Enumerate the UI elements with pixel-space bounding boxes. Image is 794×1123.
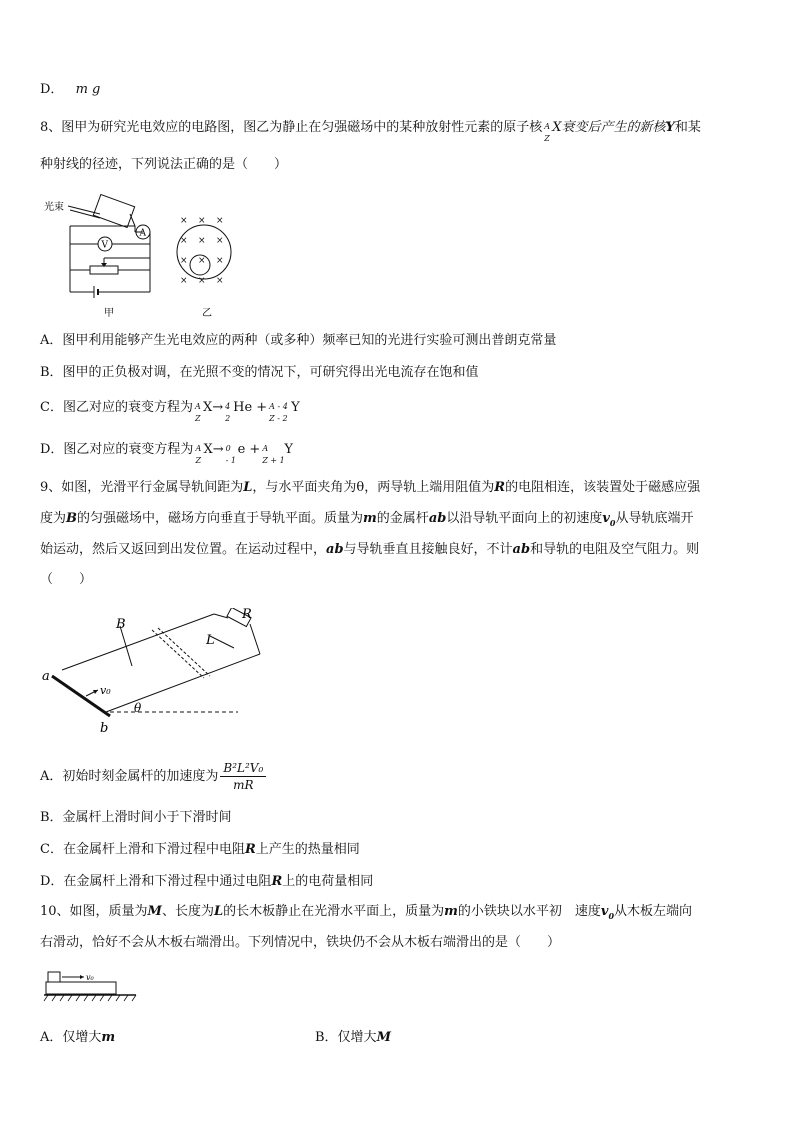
nuclide-e: 0 - 1 [225, 443, 236, 465]
q10-stem-line1 [40, 902, 692, 926]
svg-text:×: × [216, 236, 224, 246]
q9-option-d-text: 上的电荷量相同 [282, 874, 374, 889]
q10-option-a [40, 1028, 115, 1048]
theta-label: θ [134, 701, 142, 715]
q8-figure [40, 192, 240, 322]
q10-var: m [444, 904, 458, 919]
q9-figure [38, 608, 268, 738]
beam-label: 光束 [44, 202, 64, 213]
q9-option-c-text: C．在金属杆上滑和下滑过程中电阻 [40, 842, 245, 857]
nuclide-y: A Z + 1 [262, 443, 285, 465]
rail-upper [62, 614, 214, 670]
option-label: D． [40, 82, 64, 97]
svg-text:×: × [180, 216, 188, 226]
q10-figure [40, 968, 140, 1008]
q9-stem-line3 [40, 540, 699, 560]
q9-option-d [40, 872, 373, 892]
v0-label: v₀ [100, 684, 111, 697]
q8-option-c-y: Y [291, 400, 300, 415]
q9-option-a [40, 760, 266, 793]
voltmeter-label: V [101, 240, 108, 251]
rheostat [90, 266, 118, 274]
q10-text: 10、如图，质量为 [40, 904, 148, 919]
q9-option-c [40, 840, 360, 860]
q10-var: L [213, 904, 224, 919]
q10-text: 右滑动，恰好不会从木板右端滑出。下列情况中，铁块仍不会从木板右端滑出的是（ ） [40, 935, 561, 950]
q8-option-d-eq: X→ [203, 442, 224, 457]
q9-stem-line4 [40, 570, 92, 590]
l-label: L [206, 633, 215, 648]
svg-text:×: × [180, 276, 188, 286]
label-b: b [100, 721, 109, 736]
svg-text:×: × [216, 216, 224, 226]
svg-text:×: × [180, 256, 188, 266]
q9-var: R [271, 874, 283, 889]
nuclide-x: A Z [194, 401, 201, 423]
q8-stem-line1 [40, 118, 701, 143]
svg-text:×: × [216, 276, 224, 286]
ammeter-label: A [139, 228, 146, 239]
q9-text: （ ） [40, 572, 93, 587]
svg-text:×: × [198, 236, 206, 246]
nuclide-y: A - 4 Z - 2 [269, 401, 288, 423]
ground-hatching [44, 995, 136, 1001]
q8-option-c [40, 398, 300, 423]
q9-var: B [66, 511, 78, 526]
q9-option-c-text: 上产生的热量相同 [255, 842, 360, 857]
q9-var: ab [428, 511, 447, 526]
b-field-label: B [116, 617, 126, 632]
q10-var: M [376, 1030, 391, 1045]
q9-var: R [244, 842, 256, 857]
q9-text: 度为 [40, 511, 67, 526]
q9-text: 的金属杆 [376, 511, 429, 526]
q8-option-c-eq: X→ [202, 400, 224, 415]
b-field-arrow [120, 626, 132, 666]
q10-var: M [147, 904, 162, 919]
q10-text: 从木板左端向 [614, 904, 693, 919]
nuclide-he: 4 2 [225, 401, 231, 423]
q8-option-d [40, 440, 293, 465]
q9-text: 的电阻相连，该装置处于磁感应强 [505, 480, 701, 495]
q8-option-a [40, 331, 556, 351]
q9-var: ab [512, 542, 531, 557]
q9-option-b [40, 808, 232, 828]
photo-tube [93, 195, 134, 228]
q8-option-d-text: D．图乙对应的衰变方程为 [40, 442, 194, 457]
svg-text:×: × [198, 256, 206, 266]
q9-text: 以沿导轨平面向上的初速度 [446, 511, 603, 526]
q8-option-b [40, 363, 479, 383]
dashed-rod-2 [158, 628, 210, 676]
q9-text: 9、如图，光滑平行金属导轨间距为 [40, 480, 244, 495]
option-value: m g [75, 82, 101, 97]
q9-text: 始运动，然后又返回到出发位置。在运动过程中， [40, 542, 327, 557]
q9-stem-line2 [40, 509, 694, 533]
nuclide-symbol: A Z [544, 121, 551, 143]
svg-text:×: × [198, 276, 206, 286]
svg-text:×: × [198, 216, 206, 226]
resistor-label: R [242, 608, 252, 622]
q9-text: 与导轨垂直且接触良好，不计 [343, 542, 513, 557]
q9-var: L [243, 480, 253, 495]
q10-var: $v_0$ [600, 904, 615, 921]
q8-text-b: X衰变后产生的新核 [552, 120, 666, 135]
q9-var: m [363, 511, 377, 526]
svg-text:×: × [216, 256, 224, 266]
q7-option-d [40, 80, 100, 100]
q8-stem-line2 [40, 155, 287, 175]
q8-option-a-text: A．图甲利用能够产生光电效应的两种（或多种）频率已知的光进行实验可测出普朗克常量 [40, 333, 557, 348]
label-a: a [42, 669, 50, 684]
fig-jia-label: 甲 [104, 308, 114, 319]
q9-var: ab [326, 542, 344, 557]
q10-option-b-text: B．仅增大 [315, 1030, 377, 1045]
q9-text: 的匀强磁场中，磁场方向垂直于导轨平面。质量为 [77, 511, 364, 526]
fraction [220, 760, 266, 793]
large-track [177, 225, 231, 279]
q9-text: 从导轨底端开 [615, 511, 694, 526]
q10-option-b [315, 1028, 391, 1048]
q8-option-d-y: Y [284, 442, 293, 457]
q10-text: 的小铁块以水平初 速度 [457, 904, 601, 919]
q10-text: 、长度为 [161, 904, 214, 919]
q9-option-a-text: A．初始时刻金属杆的加速度为 [40, 769, 219, 784]
rail-lower [106, 654, 260, 712]
q10-var: m [101, 1030, 116, 1045]
nuclide-x: A Z [195, 443, 202, 465]
q10-stem-line2 [40, 933, 560, 953]
q9-text: ，与水平面夹角为θ，两导轨上端用阻值为 [252, 480, 495, 495]
q8-y: Y [665, 120, 675, 135]
dashed-rod-1 [152, 630, 204, 678]
fraction-numerator: B²L²V₀ [220, 760, 266, 777]
long-board [46, 982, 116, 994]
q9-stem-line1 [40, 478, 700, 498]
q9-var: $v_0$ [602, 511, 616, 528]
q9-var: R [494, 480, 506, 495]
q8-text-c: 和某 [674, 120, 701, 135]
q8-option-c-text: C．图乙对应的衰变方程为 [40, 400, 193, 415]
q10-text: 的长木板静止在光滑水平面上，质量为 [223, 904, 445, 919]
fig-yi-label: 乙 [202, 308, 212, 319]
fraction-denominator: mR [233, 778, 254, 792]
q8-option-b-text: B．图甲的正负极对调，在光照不变的情况下，可研究得出光电流存在饱和值 [40, 365, 479, 380]
q9-option-d-text: D．在金属杆上滑和下滑过程中通过电阻 [40, 874, 272, 889]
q9-text: 和导轨的电阻及空气阻力。则 [530, 542, 700, 557]
q8-text-a: 8、图甲为研究光电效应的电路图，图乙为静止在匀强磁场中的某种放射性元素的原子核 [40, 120, 543, 135]
q8-text-d: 种射线的径迹，下列说法正确的是（ ） [40, 157, 288, 172]
q8-option-d-e: e + [237, 442, 261, 457]
q10-option-a-text: A．仅增大 [40, 1030, 102, 1045]
svg-text:×: × [180, 236, 188, 246]
q8-option-c-he: He + [233, 400, 268, 415]
v0-label: v₀ [86, 973, 94, 982]
iron-block [48, 972, 60, 982]
q9-option-b-text: B．金属杆上滑时间小于下滑时间 [40, 810, 232, 825]
